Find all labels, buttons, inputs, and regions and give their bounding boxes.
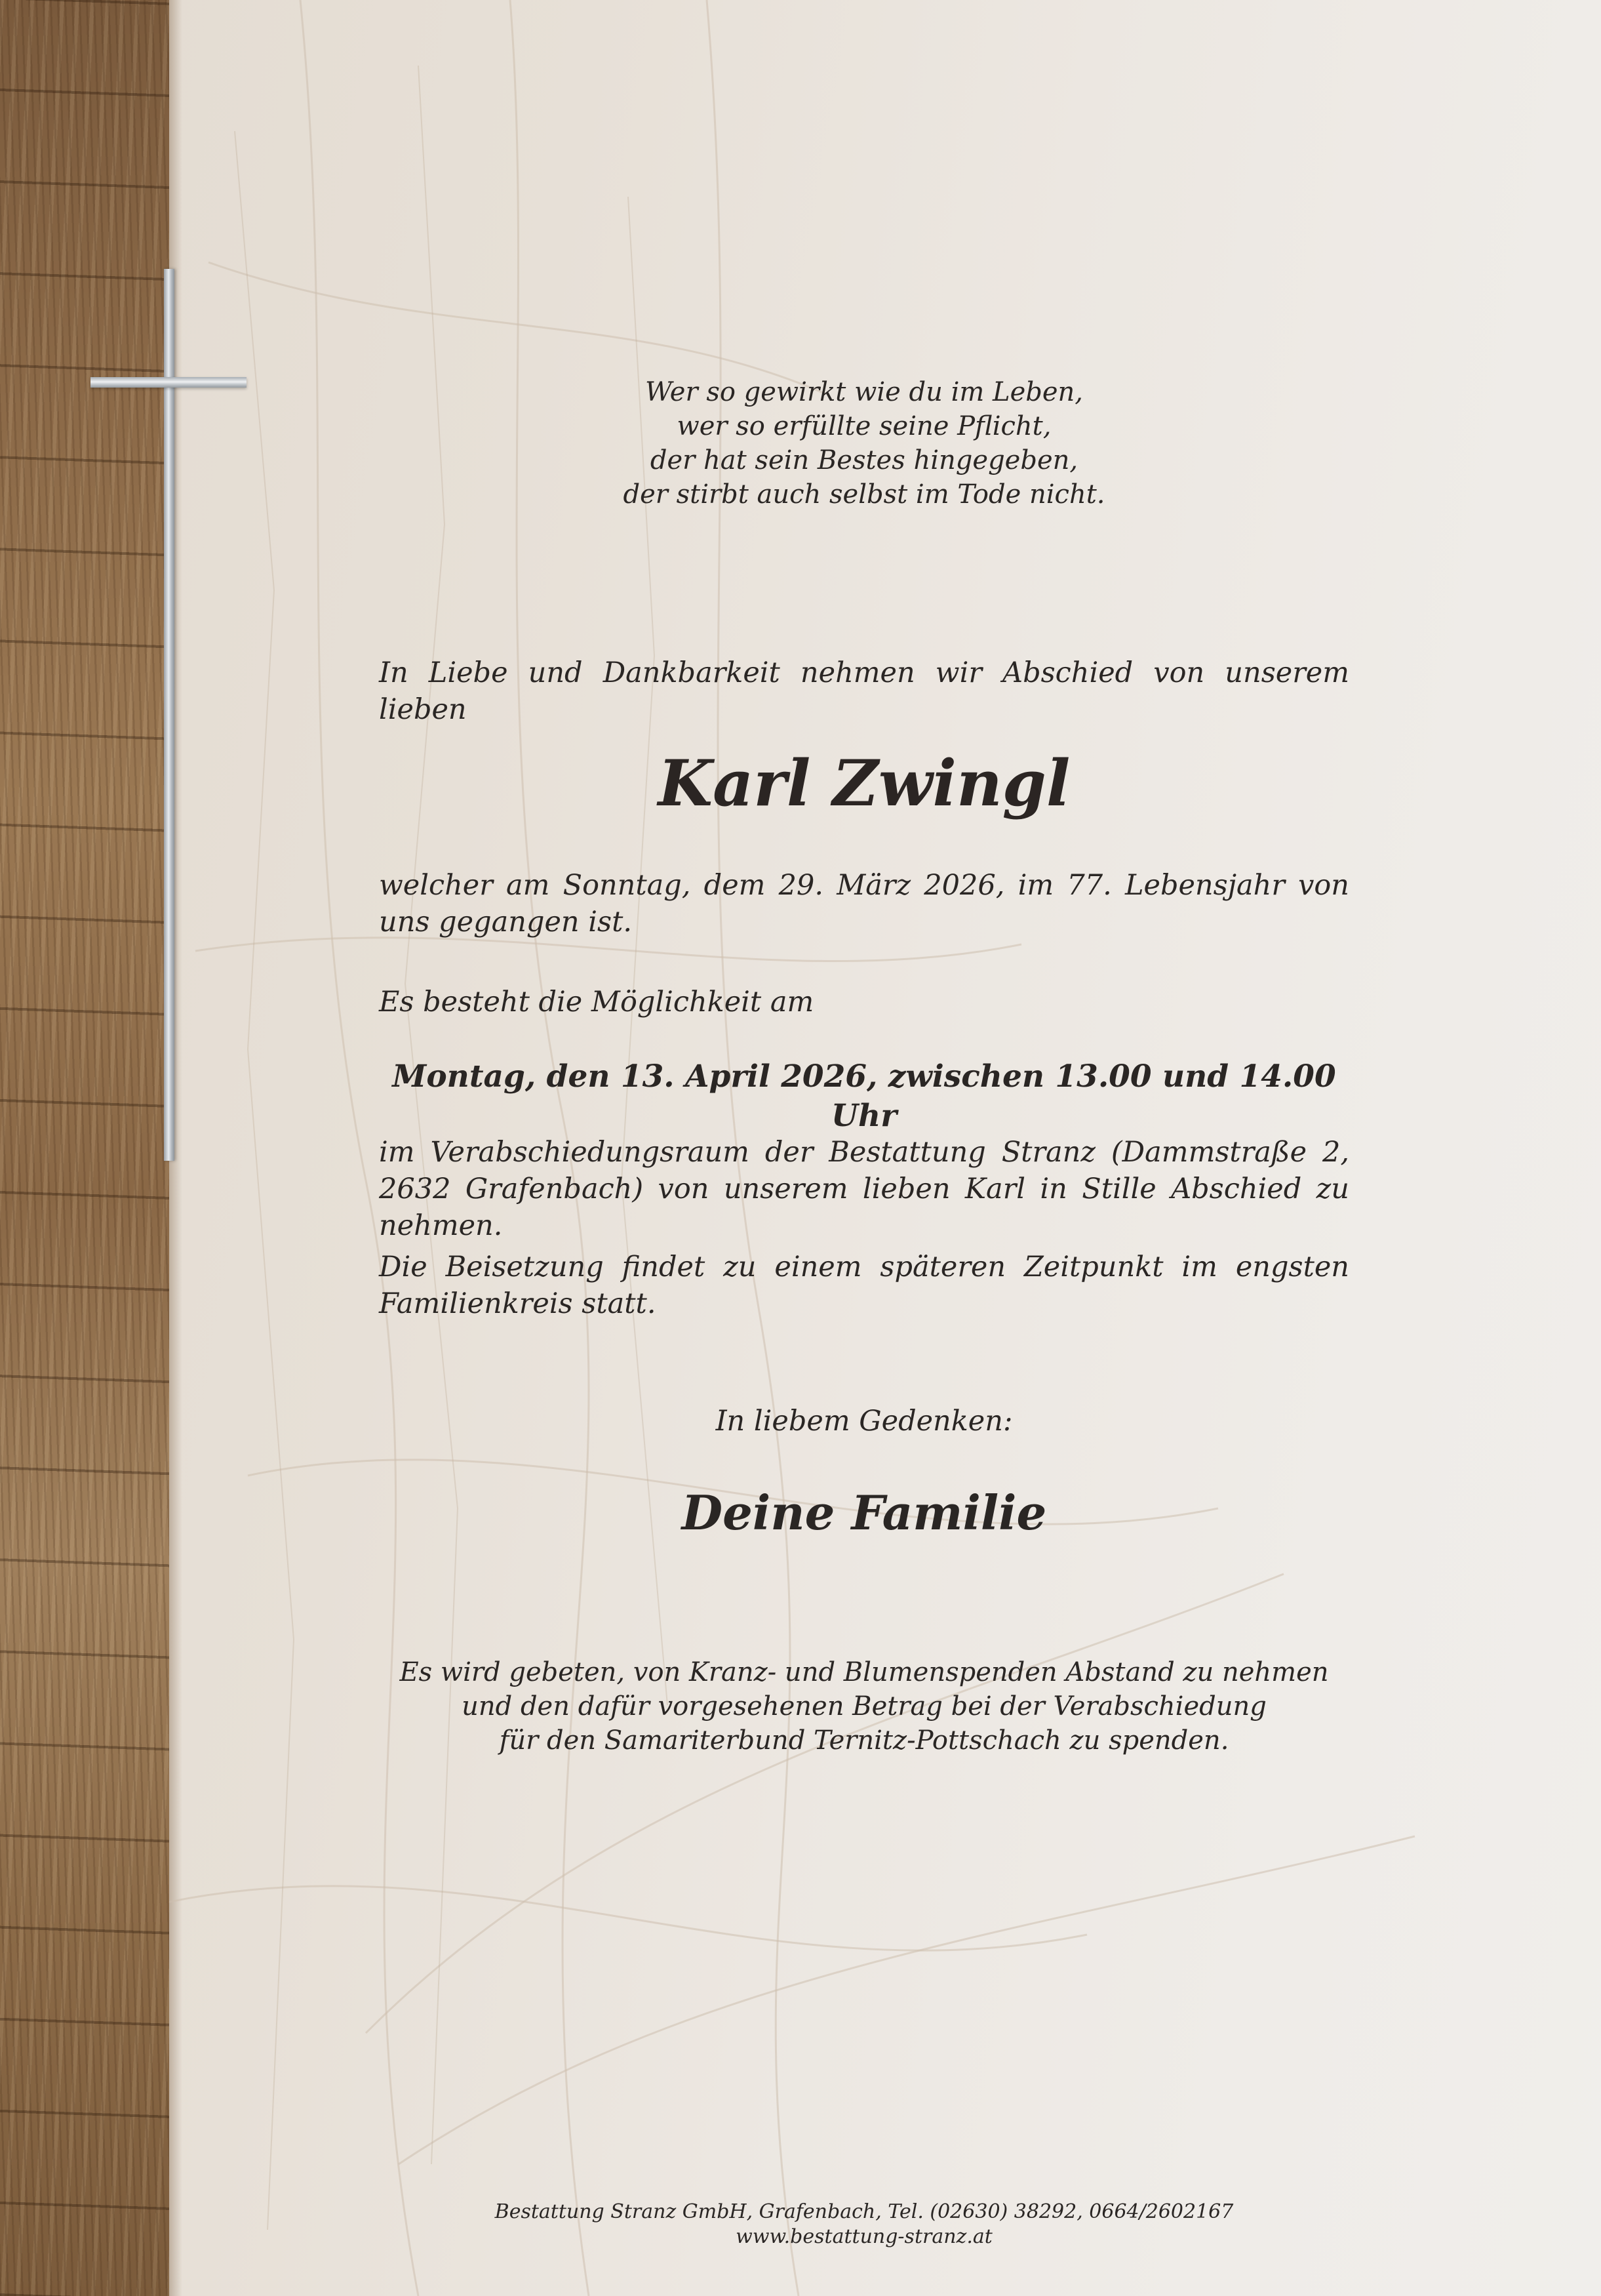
wood-texture-border bbox=[0, 0, 169, 2296]
deceased-name: Karl Zwingl bbox=[658, 746, 1071, 820]
poem-line: der stirbt auch selbst im Tode nicht. bbox=[623, 479, 1105, 510]
poem-line: wer so erfüllte seine Pflicht, bbox=[677, 411, 1052, 441]
possibility-text: Es besteht die Möglichkeit am bbox=[379, 986, 814, 1018]
donation-note bbox=[379, 1655, 1349, 1758]
footer-company: Bestattung Stranz GmbH, Grafenbach, Tel. (02630) 38292, 0664/2602167 bbox=[494, 2200, 1234, 2223]
intro-text: In Liebe und Dankbarkeit nehmen wir Abschied von unserem lieben bbox=[379, 656, 1349, 726]
family-signature: Deine Familie bbox=[681, 1485, 1047, 1541]
donation-note-line: und den dafür vorgesehenen Betrag bei der Verabschiedung bbox=[462, 1691, 1267, 1722]
passing-text: welcher am Sonntag, dem 29. März 2026, im 77. Lebensjahr von uns gegangen ist. bbox=[379, 869, 1349, 938]
footer-website: www.bestattung-stranz.at bbox=[736, 2225, 993, 2248]
poem-line: Wer so gewirkt wie du im Leben, bbox=[644, 377, 1084, 407]
footer bbox=[379, 2200, 1349, 2249]
burial-text: Die Beisetzung findet zu einem späteren Zeitpunkt im engsten Familienkreis statt. bbox=[379, 1251, 1349, 1320]
donation-note-line: für den Samariterbund Ternitz-Pottschach zu spenden. bbox=[499, 1725, 1229, 1756]
memorial-poem bbox=[379, 375, 1349, 512]
location-text: im Verabschiedungsraum der Bestattung Stranz (Dammstraße 2, 2632 Grafenbach) von unserem lieben Karl in Stille Abschied zu nehmen. bbox=[379, 1136, 1349, 1242]
greeting-text: In liebem Gedenken: bbox=[715, 1405, 1013, 1438]
poem-line: der hat sein Bestes hingegeben, bbox=[650, 445, 1078, 475]
cross-vertical-beam bbox=[164, 269, 174, 1161]
donation-note-line: Es wird gebeten, von Kranz- und Blumenspenden Abstand zu nehmen bbox=[399, 1657, 1329, 1687]
cross-horizontal-beam bbox=[90, 377, 247, 388]
farewell-date: Montag, den 13. April 2026, zwischen 13.00 und 14.00 Uhr bbox=[392, 1058, 1336, 1134]
